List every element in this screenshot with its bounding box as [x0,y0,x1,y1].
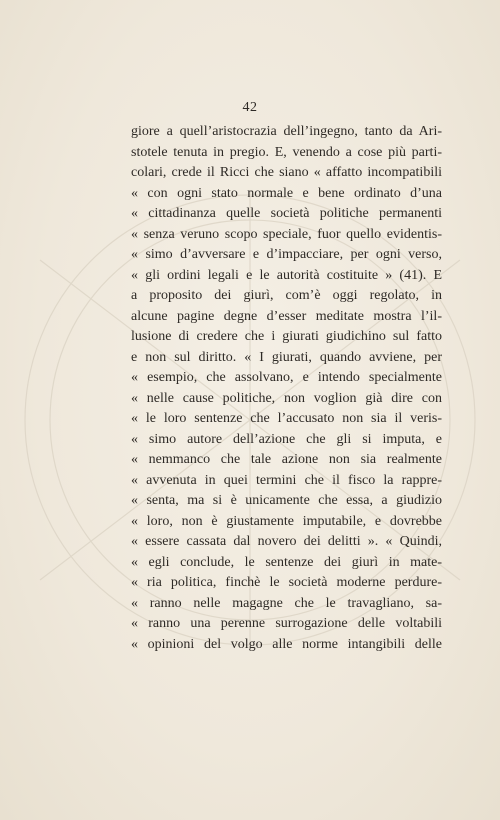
text-line: « nelle cause politiche, non voglion già dire con [131,390,442,406]
text-line: « senza veruno scopo speciale, fuor quello evidentis- [131,226,442,242]
text-line: « le loro sentenze che l’accusato non sia il veris- [131,411,442,426]
text-line: « ria politica, finchè le società moderne perdure- [131,575,442,590]
text-line: « cittadinanza quelle società politiche permanenti [131,206,442,221]
page-number: 42 [242,100,258,115]
text-line: « gli ordini legali e le autorità costituite » (41). E [131,267,442,283]
text-line: e non sul diritto. « I giurati, quando avviene, per [131,349,442,365]
text-line: « simo autore dell’azione che gli si imputa, e [131,431,442,447]
text-line: « simo d’avversare e d’impacciare, per ogni verso, [131,247,442,262]
text-line: colari, crede il Ricci che siano « affatto incompatibili [131,165,442,180]
text-line: a proposito dei giurì, com’è oggi regolato, in [131,288,442,303]
text-line: giore a quell’aristocrazia dell’ingegno, tanto da Ari- [131,124,442,139]
body-text [131,122,442,655]
text-line: « egli conclude, le sentenze dei giurì in mate- [131,554,442,570]
text-line: « senta, ma si è unicamente che essa, a giudizio [131,493,442,508]
text-line: « nemmanco che tale azione non sia realmente [131,452,442,467]
text-line: alcune pagine degne d’esser meditate mostra l’il- [131,308,442,324]
text-line: « con ogni stato normale e bene ordinato d’una [131,185,442,201]
text-line: « avvenuta in quei termini che il fisco la rappre- [131,472,442,488]
text-line: lusione di credere che i giurati giudichino sul fatto [131,329,442,344]
text-line: « ranno nelle magagne che le travagliano, sa- [131,595,442,611]
text-line: « esempio, che assolvano, e intendo specialmente [131,370,442,385]
text-line: « essere cassata dal novero dei delitti ». « Quindi, [131,534,442,549]
text-line: « opinioni del volgo alle norme intangibili delle [131,636,442,652]
text-line: stotele tenuta in pregio. E, venendo a cose più parti- [131,144,442,160]
text-line: « ranno una perenne surrogazione delle voltabili [131,616,442,631]
text-line: « loro, non è giustamente imputabile, e dovrebbe [131,513,442,529]
